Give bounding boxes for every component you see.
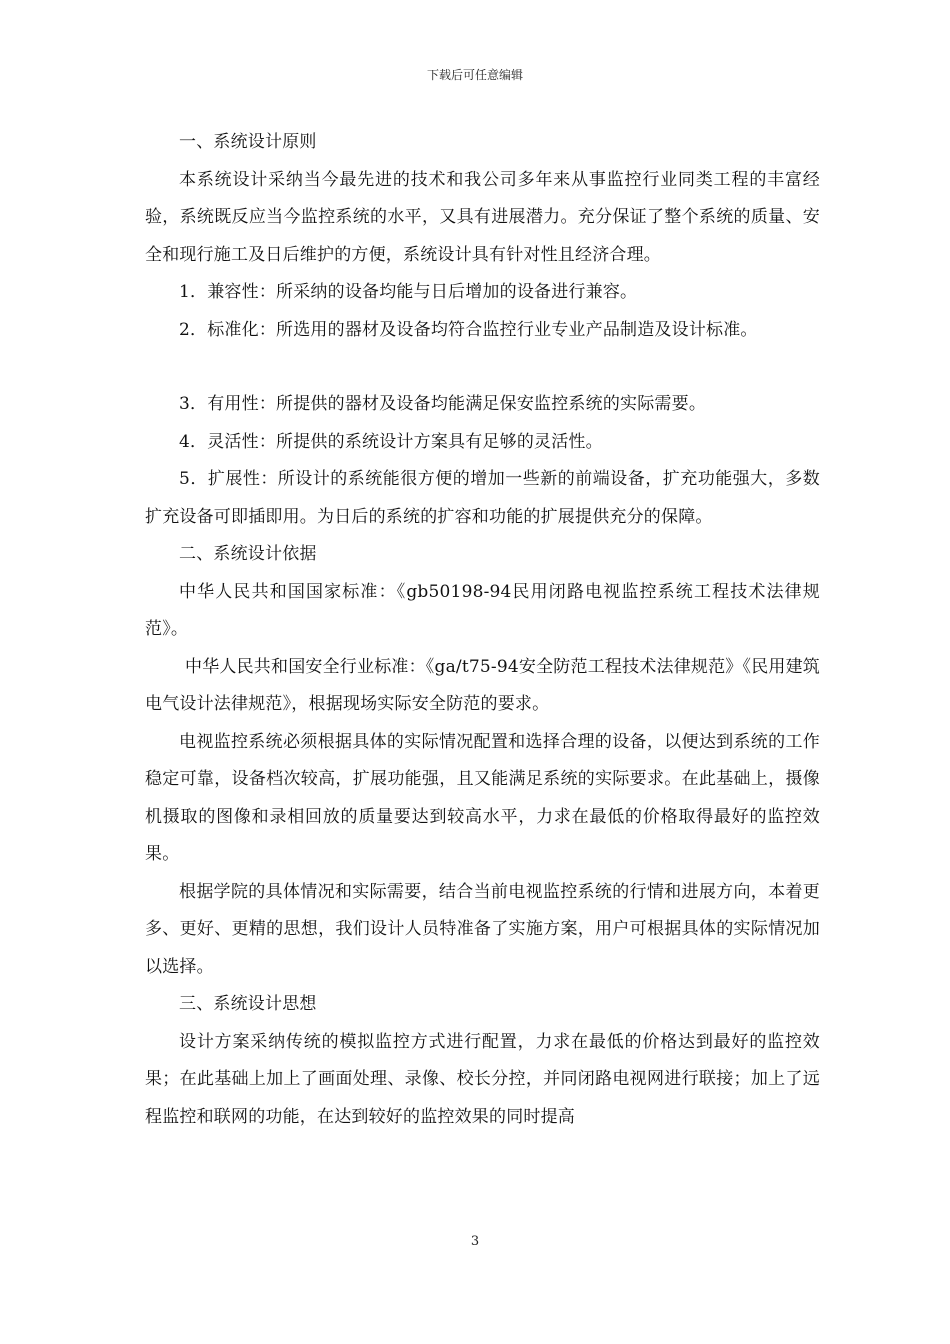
list-item-practicality: 3．有用性：所提供的器材及设备均能满足保安监控系统的实际需要。 xyxy=(179,394,707,414)
page-number: 3 xyxy=(470,1234,480,1249)
paragraph-design-approach: 设计方案采纳传统的模拟监控方式进行配置，力求在最低的价格达到最好的监控效果；在此基础上加上了画面处理、录像、校长分控，并同闭路电视网进行联接；加上了远程监控和联网的功能，在达到较好的监控效果的同时提高 xyxy=(145,1031,820,1127)
list-item-flexibility: 4．灵活性：所提供的系统设计方案具有足够的灵活性。 xyxy=(179,431,603,452)
list-item-scalability: 5．扩展性：所设计的系统能很方便的增加一些新的前端设备，扩充功能强大，多数扩充设备可即插即用。为日后的系统的扩容和功能的扩展提供充分的保障。 xyxy=(145,469,820,527)
paragraph-equipment-selection: 电视监控系统必须根据具体的实际情况配置和选择合理的设备，以便达到系统的工作稳定可靠，设备档次较高，扩展功能强，且又能满足系统的实际要求。在此基础上，摄像机摄取的图像和录相回放的质量要达到较高水平，力求在最低的价格取得最好的监控效果。 xyxy=(145,731,820,864)
list-item-standardization: 2．标准化：所选用的器材及设备均符合监控行业专业产品制造及设计标准。 xyxy=(179,319,758,340)
paragraph-national-standard: 中华人民共和国国家标准：《gb50198-94民用闭路电视监控系统工程技术法律规范》。 xyxy=(145,581,820,639)
document-body xyxy=(145,124,820,1136)
paragraph-school-needs: 根据学院的具体情况和实际需要，结合当前电视监控系统的行情和进展方向，本着更多、更好、更精的思想，我们设计人员特准备了实施方案，用户可根据具体的实际情况加以选择。 xyxy=(145,881,820,977)
paragraph-principles-intro: 本系统设计采纳当今最先进的技术和我公司多年来从事监控行业同类工程的丰富经验，系统既反应当今监控系统的水平，又具有进展潜力。充分保证了整个系统的质量、安全和现行施工及日后维护的方便，系统设计具有针对性且经济合理。 xyxy=(145,169,820,265)
list-item-compatibility: 1．兼容性：所采纳的设备均能与日后增加的设备进行兼容。 xyxy=(179,282,638,302)
page-header: 下载后可任意编辑 xyxy=(426,68,523,82)
section-heading-design-principles: 一、系统设计原则 xyxy=(179,132,317,152)
section-heading-design-philosophy: 三、系统设计思想 xyxy=(179,994,317,1014)
section-heading-design-basis: 二、系统设计依据 xyxy=(179,544,317,564)
paragraph-industry-standard: 中华人民共和国安全行业标准：《ga/t75-94安全防范工程技术法律规范》《民用建筑电气设计法律规范》，根据现场实际安全防范的要求。 xyxy=(145,656,820,714)
